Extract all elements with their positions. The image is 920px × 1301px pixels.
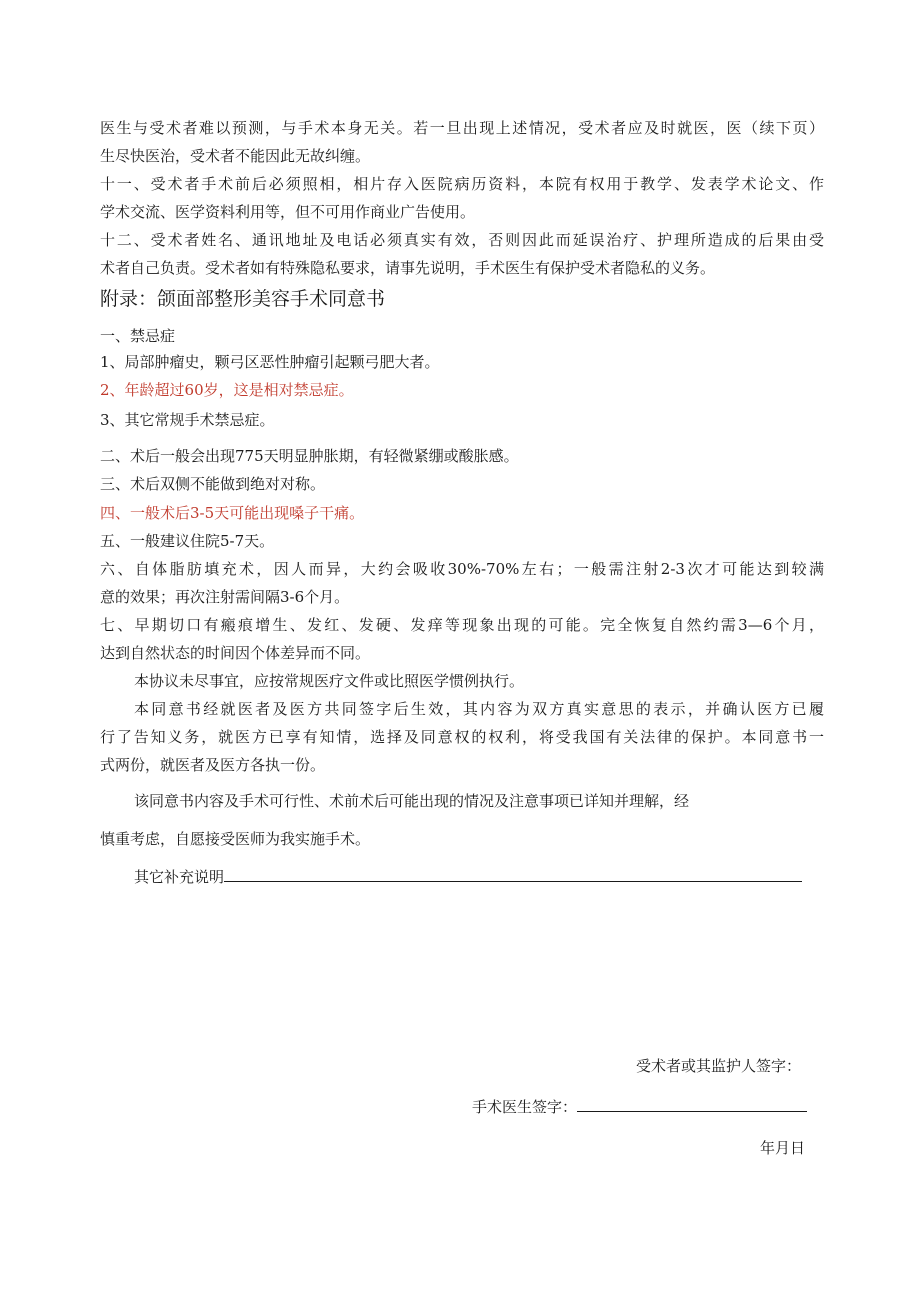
consent-statement-line-2: 慎重考虑，自愿接受医师为我实施手术。: [100, 830, 371, 848]
patient-signature-label: 受术者或其监护人签字：: [636, 1057, 802, 1075]
doctor-signature-line[interactable]: [577, 1097, 807, 1112]
text-line-2: 生尽快医治，受术者不能因此无故纠缠。: [100, 147, 371, 165]
contraindications-heading: 一、禁忌症: [100, 327, 176, 345]
date-label: 年月日: [760, 1139, 806, 1157]
contraindication-item-3: 3、其它常规手术禁忌症。: [100, 411, 275, 429]
agreement-paragraph-2-line-3: 式两份，就医者及医方各执一份。: [100, 756, 326, 774]
point-three: 三、术后双侧不能做到绝对对称。: [100, 475, 326, 493]
text-line-1: 医生与受术者难以预测，与手术本身无关。若一旦出现上述情况，受术者应及时就医，医（续下页）: [100, 119, 824, 137]
doctor-signature-label: 手术医生签字：: [472, 1098, 578, 1116]
clause-eleven-line-2: 学术交流、医学资料利用等，但不可用作商业广告使用。: [100, 203, 476, 221]
doctor-signature-row: [472, 1097, 807, 1117]
point-seven-line-2: 达到自然状态的时间因个体差异而不同。: [100, 644, 371, 662]
appendix-title: 附录：颌面部整形美容手术同意书: [100, 288, 386, 310]
agreement-paragraph-1: 本协议未尽事宜，应按常规医疗文件或比照医学惯例执行。: [134, 672, 525, 690]
point-six-line-1: 六、自体脂肪填充术，因人而异，大约会吸收30%-70%左右；一般需注射2-3次才可能达到较满: [100, 560, 824, 578]
point-five: 五、一般建议住院5-7天。: [100, 532, 275, 550]
clause-twelve-line-2: 术者自己负责。受术者如有特殊隐私要求，请事先说明，手术医生有保护受术者隐私的义务。: [100, 259, 716, 277]
clause-twelve-line-1: 十二、受术者姓名、通讯地址及电话必须真实有效，否则因此而延误治疗、护理所造成的后果由受: [100, 231, 824, 249]
contraindication-item-1: 1、局部肿瘤史，颗弓区恶性肿瘤引起颗弓肥大者。: [100, 353, 440, 371]
point-six-line-2: 意的效果；再次注射需间隔3-6个月。: [100, 588, 350, 606]
point-four: 四、一般术后3-5天可能出现嗓子干痛。: [100, 504, 365, 522]
contraindication-item-2: 2、年龄超过60岁，这是相对禁忌症。: [100, 381, 354, 399]
agreement-paragraph-2-line-1: 本同意书经就医者及医方共同签字后生效，其内容为双方真实意思的表示，并确认医方已履: [134, 700, 824, 718]
supplement-input-line[interactable]: [224, 867, 802, 882]
point-seven-line-1: 七、早期切口有瘢痕增生、发红、发硬、发痒等现象出现的可能。完全恢复自然约需3—6个月，: [100, 616, 824, 634]
supplement-row: [134, 867, 802, 887]
consent-statement-line-1: 该同意书内容及手术可行性、术前术后可能出现的情况及注意事项已详知并理解，经: [134, 792, 690, 810]
point-two: 二、术后一般会出现775天明显肿胀期，有轻微紧绷或酸胀感。: [100, 447, 519, 465]
supplement-label: 其它补充说明: [134, 868, 225, 886]
agreement-paragraph-2-line-2: 行了告知义务，就医方已享有知情，选择及同意权的权利，将受我国有关法律的保护。本同意书一: [100, 728, 824, 746]
clause-eleven-line-1: 十一、受术者手术前后必须照相，相片存入医院病历资料，本院有权用于教学、发表学术论文、作: [100, 175, 824, 193]
